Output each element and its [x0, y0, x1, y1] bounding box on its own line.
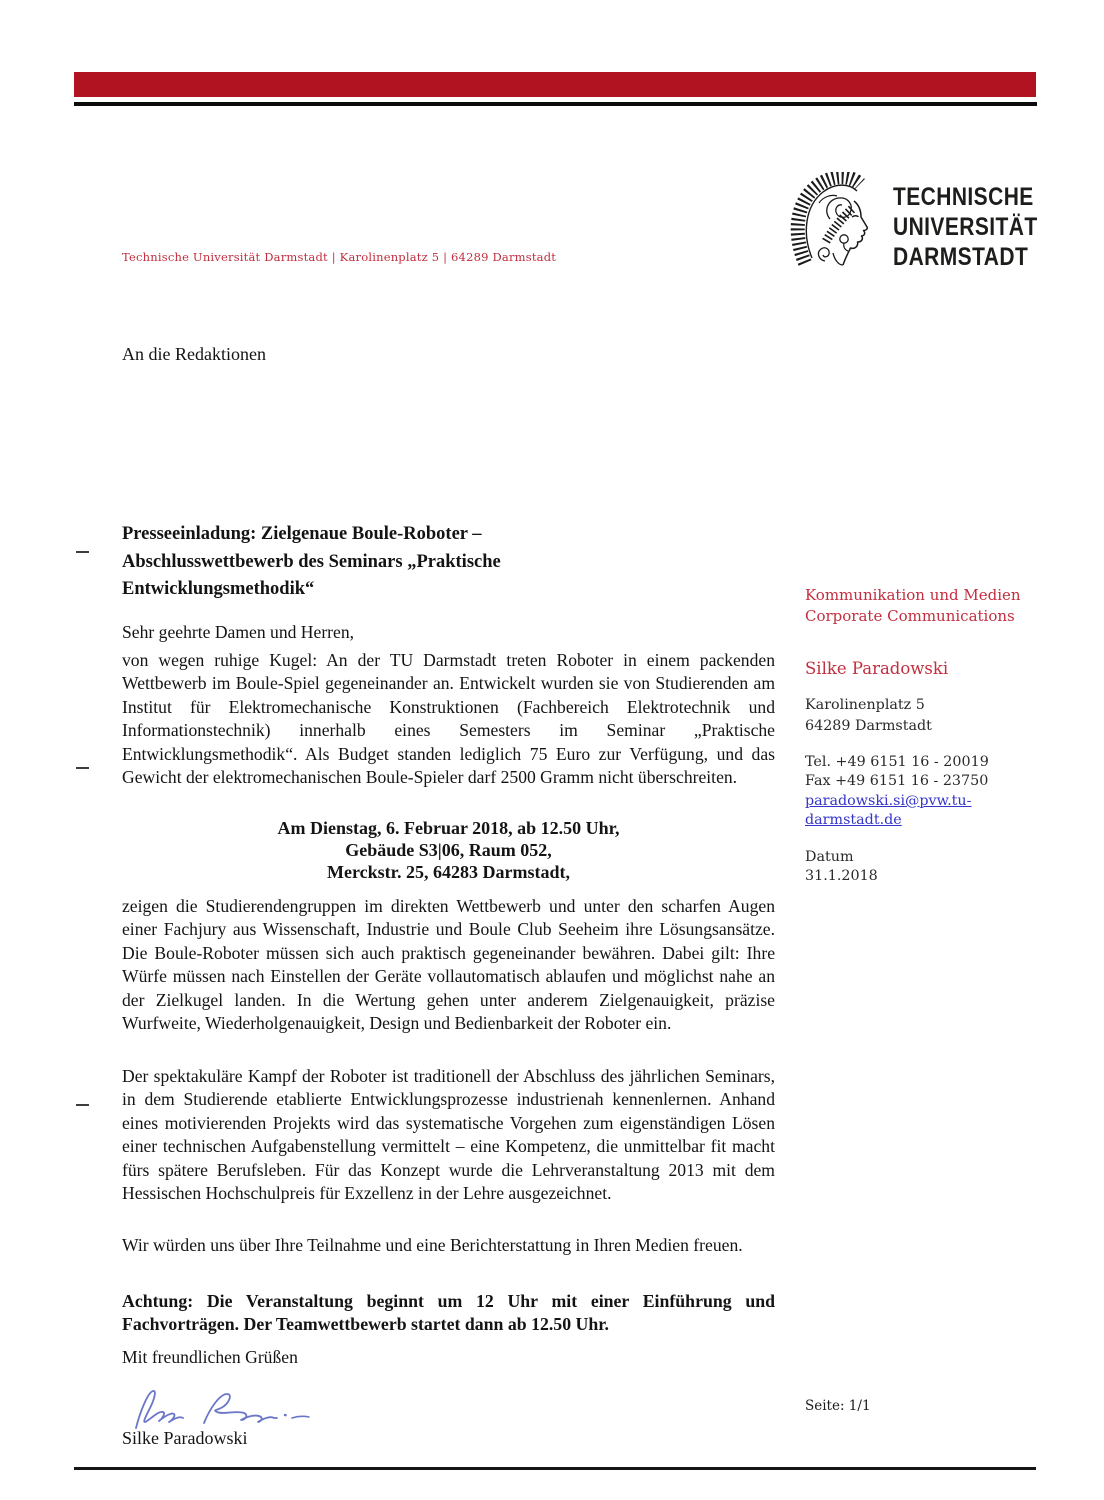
handwritten-signature [128, 1382, 328, 1432]
event-details-block [122, 817, 775, 883]
fold-mark [76, 551, 89, 553]
event-date-line: Am Dienstag, 6. Februar 2018, ab 12.50 Uhr, [277, 818, 620, 838]
notice-paragraph: Achtung: Die Veranstaltung beginnt um 12 Uhr mit einer Einführung und Fachvorträgen. Der Teamwettbewerb startet dann ab 12.50 Uhr. [122, 1291, 775, 1335]
subject-line-2: Abschlusswettbewerb des Seminars „Praktische [122, 551, 501, 572]
body-paragraph-4: Wir würden uns über Ihre Teilnahme und eine Berichterstattung in Ihren Medien freuen. [122, 1235, 743, 1255]
top-red-bar [74, 72, 1036, 97]
logo-line-1: TECHNISCHE [893, 183, 1034, 211]
logo-wordmark [893, 182, 1038, 272]
contact-tel: Tel. +49 6151 16 - 20019 [805, 754, 989, 770]
top-black-bar [74, 102, 1037, 106]
tu-darmstadt-logo [789, 166, 1041, 286]
date-block [805, 848, 1043, 886]
department-line-1: Kommunikation und Medien [805, 586, 1021, 604]
event-building-line: Gebäude S3|06, Raum 052, [345, 840, 552, 860]
fold-mark [76, 767, 89, 769]
salutation: Sehr geehrte Damen und Herren, [122, 622, 355, 642]
page-number-label: Seite: 1/1 [805, 1398, 871, 1414]
contact-city: 64289 Darmstadt [805, 717, 932, 734]
contact-comm-block [805, 753, 1043, 830]
department-line-2: Corporate Communications [805, 606, 1015, 625]
closing-line: Mit freundlichen Grüßen [122, 1347, 298, 1367]
logo-line-3: DARMSTADT [893, 243, 1029, 271]
body-paragraph-3: Der spektakuläre Kampf der Roboter ist traditionell der Abschluss des jährlichen Seminars, in dem Studierende etablierte Entwicklungsprozesse industrienah kennenlernen. Anhand eines motivierenden Projekts wird das systematische Vorgehen zum eigenständigen Lösen einer technischen Aufgabenstellung vermittelt – eine Kompetenz, die unmittelbar fit macht fürs spätere Berufsleben. Für das Konzept wurde die Lehrveranstaltung 2013 mit dem Hessischen Hochschulpreis für Exzellenz in der Lehre ausgezeichnet. [122, 1066, 775, 1204]
contact-fax: Fax +49 6151 16 - 23750 [805, 773, 989, 790]
sender-address-line: Technische Universität Darmstadt | Karolinenplatz 5 | 64289 Darmstadt [122, 250, 557, 264]
body-paragraph-1: von wegen ruhige Kugel: An der TU Darmstadt treten Roboter in einem packenden Wettbewerb im Boule-Spiel gegeneinander an. Entwickelt wurden sie von Studierenden am Institut für Elektromechanische Konstruktionen (Fachbereich Elektrotechnik und Informationstechnik) innerhalb eines Semesters im Seminar „Praktische Entwicklungsmethodik“. Als Budget standen lediglich 75 Euro zur Verfügung, und das Gewicht der elektromechanischen Boule-Spieler darf 2500 Gramm nicht überschreiten. [122, 650, 775, 788]
athena-head-icon [789, 172, 881, 276]
contact-name: Silke Paradowski [805, 659, 949, 678]
recipient-line: An die Redaktionen [122, 344, 266, 364]
department-block [805, 585, 1043, 626]
contact-address-block [805, 695, 1043, 736]
date-label: Datum [805, 849, 854, 865]
bottom-black-line [74, 1467, 1036, 1470]
email-link[interactable]: paradowski.si@pvw.tu-darmstadt.de [805, 792, 972, 828]
logo-line-2: UNIVERSITÄT [893, 213, 1038, 241]
body-paragraph-2: zeigen die Studierendengruppen im direkten Wettbewerb und unter den scharfen Augen einer Fachjury aus Wissenschaft, Industrie und Boule Club Seeheim ihre Lösungsansätze. Die Boule-Roboter müssen sich auch praktisch gegeneinander bewähren. Dabei gilt: Ihre Würfe müssen nach Einstellen der Geräte vollautomatisch ablaufen und möglichst nahe an der Zielkugel landen. In die Wertung gehen unter anderem Zielgenauigkeit, präzise Wurfweite, Wiederholgenauigkeit, Design und Bedienbarkeit der Roboter ein. [122, 896, 775, 1034]
fold-mark [76, 1104, 89, 1106]
subject-line-3: Entwicklungsmethodik“ [122, 579, 315, 599]
event-address-line: Merckstr. 25, 64283 Darmstadt, [327, 862, 570, 882]
subject-line-1: Presseeinladung: Zielgenaue Boule-Roboter – [122, 524, 482, 544]
contact-street: Karolinenplatz 5 [805, 697, 925, 713]
subject-heading [122, 521, 775, 604]
signer-name: Silke Paradowski [122, 1428, 248, 1448]
date-value: 31.1.2018 [805, 868, 878, 884]
